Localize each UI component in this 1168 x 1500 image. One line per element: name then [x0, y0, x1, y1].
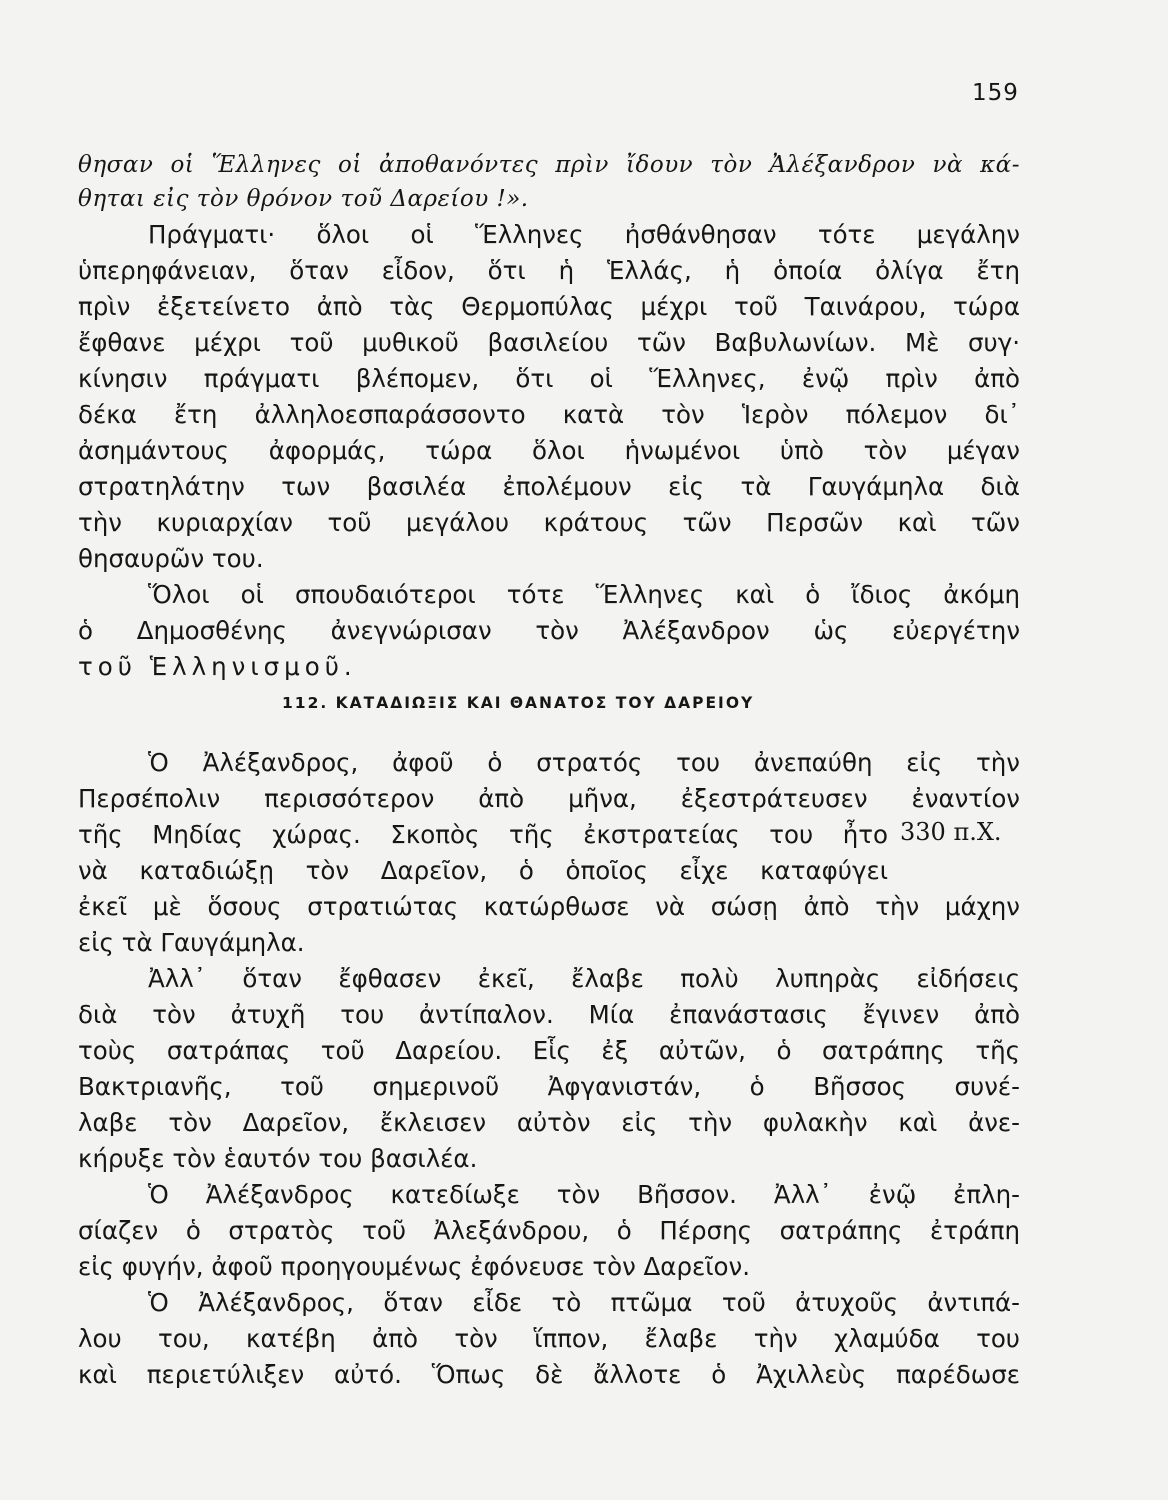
- paragraph-line: ὑπερηφάνειαν, ὅταν εἶδον, ὅτι ἡ Ἑλλάς, ἡ ὁποία ὀλίγα ἔτη: [78, 256, 1020, 285]
- margin-date-note: 330 π.Χ.: [900, 818, 1002, 846]
- paragraph-line: Ὁ Ἀλέξανδρος, ἀφοῦ ὁ στρατός του ἀνεπαύθη εἰς τὴν: [148, 748, 1020, 777]
- paragraph-line: τὴν κυριαρχίαν τοῦ μεγάλου κράτους τῶν Περσῶν καὶ τῶν: [78, 508, 1020, 537]
- paragraph-line: εἰς τὰ Γαυγάμηλα.: [78, 928, 305, 957]
- quote-line: θηται εἰς τὸν θρόνον τοῦ Δαρείου !».: [78, 186, 529, 212]
- paragraph-line: διὰ τὸν ἀτυχῆ του ἀντίπαλον. Μία ἐπανάστασις ἔγινεν ἀπὸ: [78, 1000, 1020, 1029]
- paragraph-line: εἰς φυγήν, ἀφοῦ προηγουμένως ἐφόνευσε τὸν Δαρεῖον.: [78, 1252, 751, 1281]
- quote-line: θησαν οἱ Ἕλληνες οἱ ἀποθανόντες πρὶν ἴδουν τὸν Ἀλέξανδρον νὰ κά-: [78, 152, 1020, 178]
- paragraph-line: νὰ καταδιώξῃ τὸν Δαρεῖον, ὁ ὁποῖος εἶχε καταφύγει: [78, 856, 888, 885]
- paragraph-line: τῆς Μηδίας χώρας. Σκοπὸς τῆς ἐκστρατείας του ἦτο: [78, 820, 888, 849]
- paragraph-line: Περσέπολιν περισσότερον ἀπὸ μῆνα, ἐξεστράτευσεν ἐναντίον: [78, 784, 1020, 813]
- paragraph-line: ἐκεῖ μὲ ὅσους στρατιώτας κατώρθωσε νὰ σώσῃ ἀπὸ τὴν μάχην: [78, 892, 1020, 921]
- paragraph-line: Βακτριανῆς, τοῦ σημερινοῦ Ἀφγανιστάν, ὁ Βῆσσος συνέ-: [78, 1072, 1020, 1101]
- paragraph-line: θησαυρῶν του.: [78, 544, 264, 573]
- paragraph-line: ὁ Δημοσθένης ἀνεγνώρισαν τὸν Ἀλέξανδρον ὡς εὐεργέτην: [78, 616, 1020, 645]
- page-number: 159: [972, 80, 1019, 106]
- paragraph-line: σίαζεν ὁ στρατὸς τοῦ Ἀλεξάνδρου, ὁ Πέρσης σατράπης ἐτράπη: [78, 1216, 1020, 1245]
- paragraph-line: ἔφθανε μέχρι τοῦ μυθικοῦ βασιλείου τῶν Βαβυλωνίων. Μὲ συγ·: [78, 328, 1020, 357]
- paragraph-line: καὶ περιετύλιξεν αὐτό. Ὅπως δὲ ἄλλοτε ὁ Ἀχιλλεὺς παρέδωσε: [78, 1360, 1020, 1389]
- section-heading: 112. ΚΑΤΑΔΙΩΞΙΣ ΚΑΙ ΘΑΝΑΤΟΣ ΤΟΥ ΔΑΡΕΙΟΥ: [282, 694, 755, 712]
- paragraph-line: λου του, κατέβη ἀπὸ τὸν ἵππον, ἔλαβε τὴν χλαμύδα του: [78, 1324, 1020, 1353]
- paragraph-line: πρὶν ἐξετείνετο ἀπὸ τὰς Θερμοπύλας μέχρι τοῦ Ταινάρου, τώρα: [78, 292, 1020, 321]
- paragraph-line: στρατηλάτην των βασιλέα ἐπολέμουν εἰς τὰ Γαυγάμηλα διὰ: [78, 472, 1020, 501]
- paragraph-line: Ἀλλ᾽ ὅταν ἔφθασεν ἐκεῖ, ἔλαβε πολὺ λυπηρὰς εἰδήσεις: [148, 964, 1020, 993]
- paragraph-line: Ὁ Ἀλέξανδρος, ὅταν εἶδε τὸ πτῶμα τοῦ ἀτυχοῦς ἀντιπά-: [148, 1288, 1020, 1317]
- paragraph-line: κήρυξε τὸν ἑαυτόν του βασιλέα.: [78, 1144, 478, 1173]
- paragraph-line: Ὅλοι οἱ σπουδαιότεροι τότε Ἕλληνες καὶ ὁ ἴδιος ἀκόμη: [148, 580, 1020, 609]
- paragraph-line: κίνησιν πράγματι βλέπομεν, ὅτι οἱ Ἕλληνες, ἐνῷ πρὶν ἀπὸ: [78, 364, 1020, 393]
- paragraph-line: Πράγματι· ὅλοι οἱ Ἕλληνες ἠσθάνθησαν τότε μεγάλην: [148, 220, 1020, 249]
- paragraph-line: ἀσημάντους ἀφορμάς, τώρα ὅλοι ἡνωμένοι ὑπὸ τὸν μέγαν: [78, 436, 1020, 465]
- paragraph-line: τοὺς σατράπας τοῦ Δαρείου. Εἷς ἐξ αὐτῶν, ὁ σατράπης τῆς: [78, 1036, 1020, 1065]
- paragraph-line: δέκα ἔτη ἀλληλοεσπαράσσοντο κατὰ τὸν Ἱερὸν πόλεμον δι᾽: [78, 400, 1020, 429]
- paragraph-line: τοῦ Ἑλληνισμοῦ.: [78, 652, 357, 681]
- paragraph-line: λαβε τὸν Δαρεῖον, ἔκλεισεν αὐτὸν εἰς τὴν φυλακὴν καὶ ἀνε-: [78, 1108, 1020, 1137]
- paragraph-line: Ὁ Ἀλέξανδρος κατεδίωξε τὸν Βῆσσον. Ἀλλ᾽ ἐνῷ ἐπλη-: [148, 1180, 1020, 1209]
